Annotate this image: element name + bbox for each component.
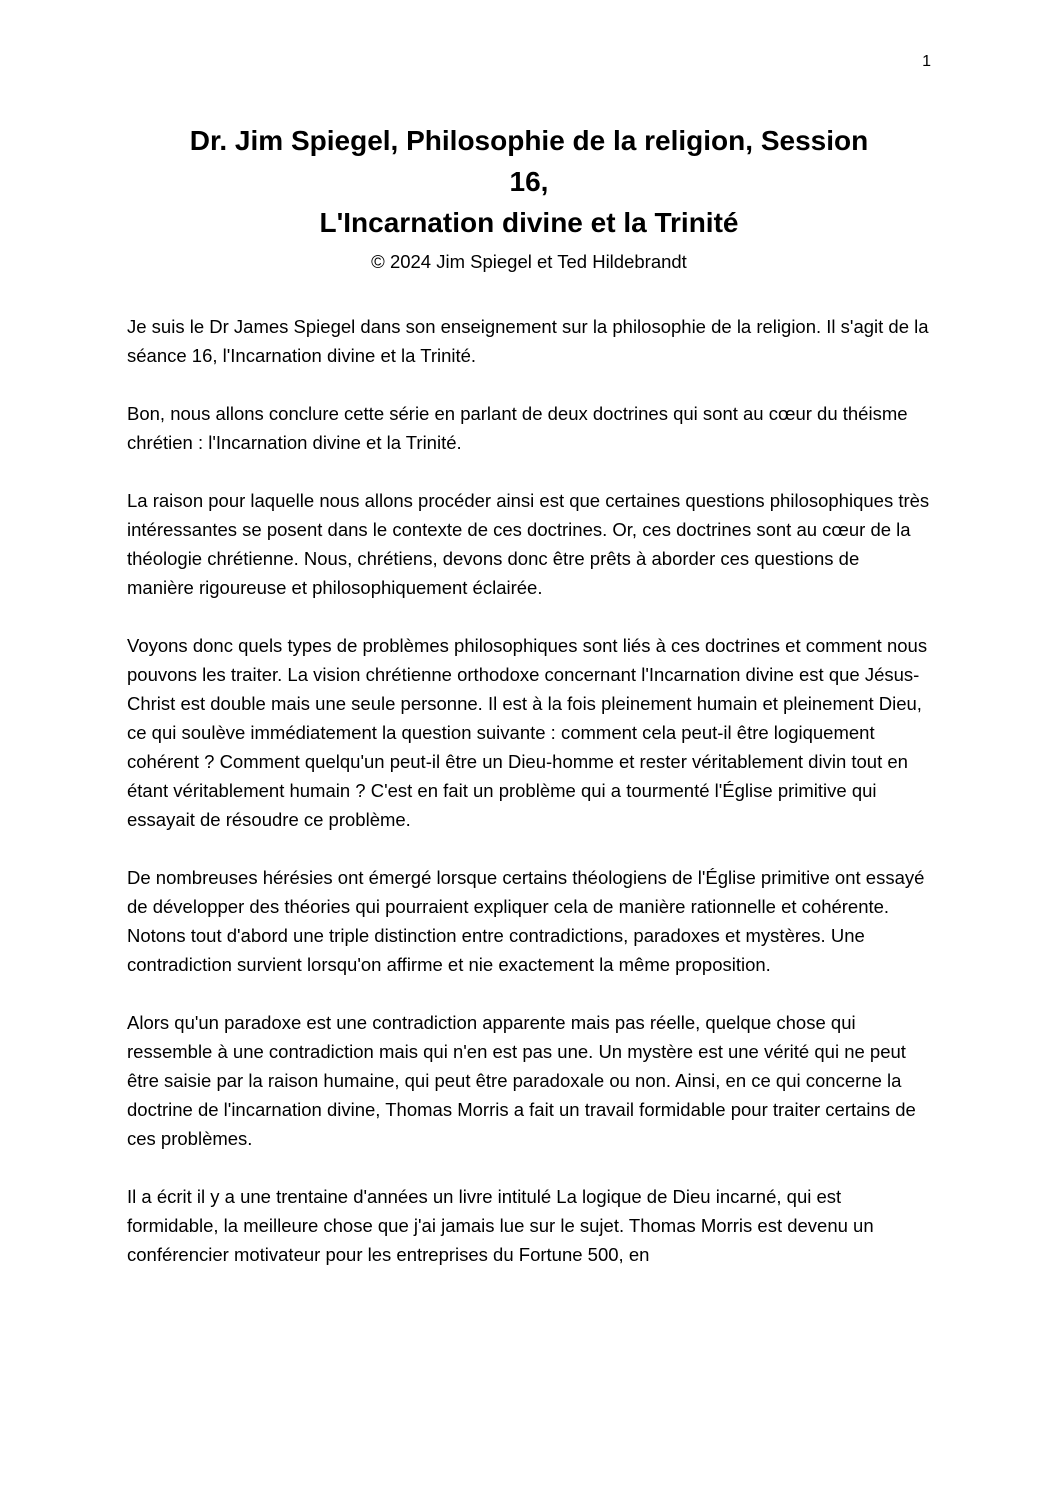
title-line-1: Dr. Jim Spiegel, Philosophie de la religion, Session <box>189 125 869 156</box>
paragraph: De nombreuses hérésies ont émergé lorsque certains théologiens de l'Église primitive ont essayé de développer des théories qui pourraient expliquer cela de manière rationnelle et cohérente. Notons tout d'abord une triple distinction entre contradictions, paradoxes et mystères. Une contradiction survient lorsqu'on affirme et nie exactement la même proposition. <box>127 867 925 975</box>
paragraph: Bon, nous allons conclure cette série en parlant de deux doctrines qui sont au cœur du théisme chrétien : l'Incarnation divine et la Trinité. <box>127 403 908 453</box>
paragraph: Il a écrit il y a une trentaine d'années un livre intitulé La logique de Dieu incarné, qui est formidable, la meilleure chose que j'ai jamais lue sur le sujet. Thomas Morris est devenu un conférencier motivateur pour les entreprises du Fortune 500, en <box>127 1186 874 1265</box>
page-number: 1 <box>922 53 931 70</box>
copyright-line: © 2024 Jim Spiegel et Ted Hildebrandt <box>371 251 687 272</box>
paragraph: Je suis le Dr James Spiegel dans son enseignement sur la philosophie de la religion. Il s'agit de la séance 16, l'Incarnation divine et la Trinité. <box>127 316 929 366</box>
paragraph: Voyons donc quels types de problèmes philosophiques sont liés à ces doctrines et comment nous pouvons les traiter. La vision chrétienne orthodoxe concernant l'Incarnation divine est que Jésus-Christ est double mais une seule personne. Il est à la fois pleinement humain et pleinement Dieu, ce qui soulève immédiatement la question suivante : comment cela peut-il être logiquement cohérent ? Comment quelqu'un peut-il être un Dieu-homme et rester véritablement divin tout en étant véritablement humain ? C'est en fait un problème qui a tourmenté l'Église primitive qui essayait de résoudre ce problème. <box>127 635 928 830</box>
title-line-2: 16, <box>509 166 549 197</box>
document-title <box>127 120 931 275</box>
paragraph: Alors qu'un paradoxe est une contradiction apparente mais pas réelle, quelque chose qui ressemble à une contradiction mais qui n'en est pas une. Un mystère est une vérité qui ne peut être saisie par la raison humaine, qui peut être paradoxale ou non. Ainsi, en ce qui concerne la doctrine de l'incarnation divine, Thomas Morris a fait un travail formidable pour traiter certains de ces problèmes. <box>127 1012 916 1149</box>
title-line-3: L'Incarnation divine et la Trinité <box>319 207 739 238</box>
document-body <box>127 312 931 1269</box>
paragraph: La raison pour laquelle nous allons procéder ainsi est que certaines questions philosophiques très intéressantes se posent dans le contexte de ces doctrines. Or, ces doctrines sont au cœur de la théologie chrétienne. Nous, chrétiens, devons donc être prêts à aborder ces questions de manière rigoureuse et philosophiquement éclairée. <box>127 490 930 598</box>
